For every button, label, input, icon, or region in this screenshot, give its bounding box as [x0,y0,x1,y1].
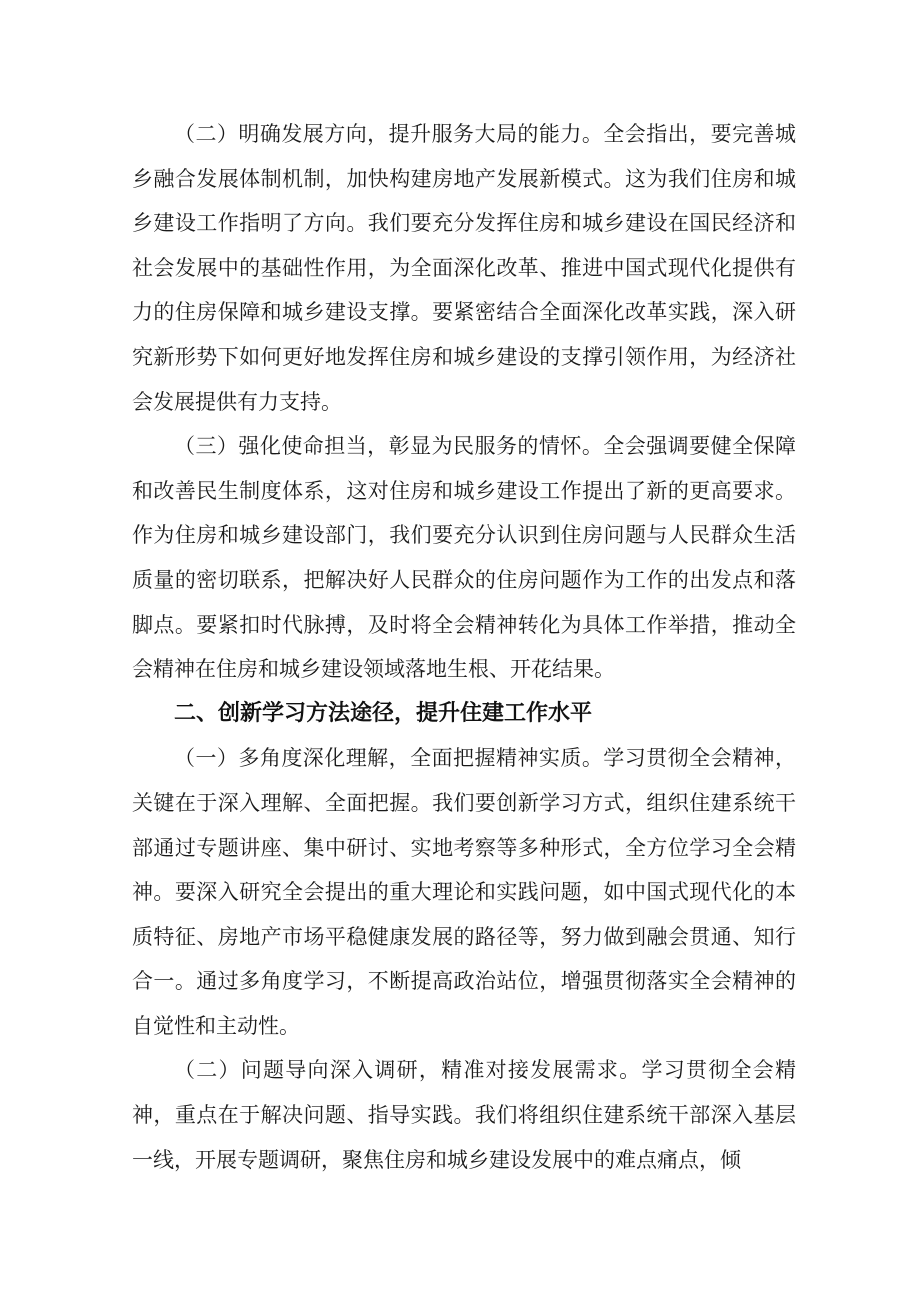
paragraph-3-1-understanding: （一）多角度深化理解，全面把握精神实质。学习贯彻全会精神，关键在于深入理解、全面把握。我们要创新学习方式，组织住建系统干部通过专题讲座、集中研讨、实地考察等多种形式，全方位学习全会精神。要深入研究全会提出的重大理论和实践问题，如中国式现代化的本质特征、房地产市场平稳健康发展的路径等，努力做到融会贯通、知行合一。通过多角度学习，不断提高政治站位，增强贯彻落实全会精神的自觉性和主动性。 [132,746,796,1038]
paragraph-2-2-development-direction: （二）明确发展方向，提升服务大局的能力。全会指出，要完善城乡融合发展体制机制，加快构建房地产发展新模式。这为我们住房和城乡建设工作指明了方向。我们要充分发挥住房和城乡建设在国民经济和社会发展中的基础性作用，为全面深化改革、推进中国式现代化提供有力的住房保障和城乡建设支撑。要紧密结合全面深化改革实践，深入研究新形势下如何更好地发挥住房和城乡建设的支撑引领作用，为经济社会发展提供有力支持。 [132,122,796,414]
document-body [132,112,796,1182]
paragraph-2-3-mission: （三）强化使命担当，彰显为民服务的情怀。全会强调要健全保障和改善民生制度体系，这对住房和城乡建设工作提出了新的更高要求。作为住房和城乡建设部门，我们要充分认识到住房问题与人民群众生活质量的密切联系，把解决好人民群众的住房问题作为工作的出发点和落脚点。要紧扣时代脉搏，及时将全会精神转化为具体工作举措，推动全会精神在住房和城乡建设领域落地生根、开花结果。 [132,434,796,682]
section-heading: 二、创新学习方法途径，提升住建工作水平 [174,700,593,726]
paragraph-3-2-research: （二）问题导向深入调研，精准对接发展需求。学习贯彻全会精神，重点在于解决问题、指导实践。我们将组织住建系统干部深入基层一线，开展专题调研，聚焦住房和城乡建设发展中的难点痛点，倾 [132,1058,796,1172]
